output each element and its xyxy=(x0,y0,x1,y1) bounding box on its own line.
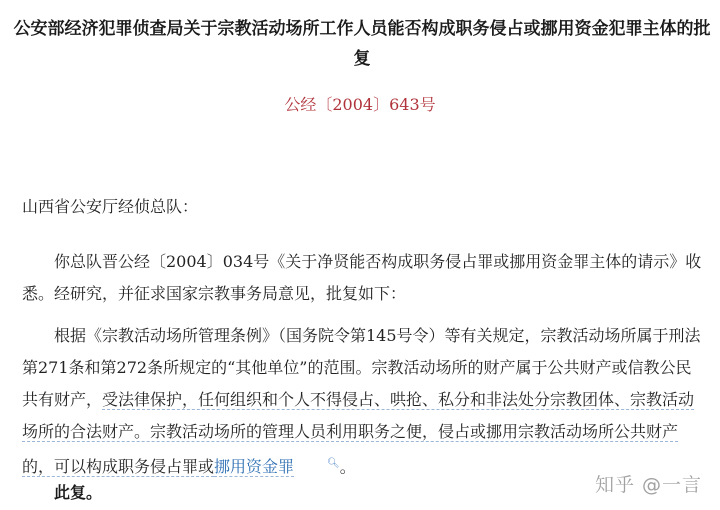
paragraph-2-underlined: 受法律保护，任何组织和个人不得侵占、哄抢、私分和非法处分宗教团体、宗教活动场所的合法财产。宗教活动场所的管理人员利用职务之便，侵占或挪用宗教活动场所公共财产的，可以构成职务侵占罪或 xyxy=(22,390,695,477)
watermark: 知乎 @一言 xyxy=(594,474,702,496)
addressee: 山西省公安厅经侦总队： xyxy=(22,197,199,216)
paragraph-2-end: 。 xyxy=(339,457,356,477)
paragraph-2 xyxy=(22,320,702,483)
paragraph-1: 你总队晋公经〔2004〕034号《关于净贤能否构成职务侵占罪或挪用资金罪主体的请示》收悉。经研究，并征求国家宗教事务局意见，批复如下： xyxy=(22,252,702,303)
keyword-link[interactable]: 挪用资金罪 xyxy=(214,457,295,477)
closing-text: 此复。 xyxy=(54,483,103,502)
search-icon[interactable]: 🔍︎ xyxy=(327,458,340,469)
document-title: 公安部经济犯罪侦查局关于宗教活动场所工作人员能否构成职务侵占或挪用资金犯罪主体的批复 xyxy=(13,19,711,69)
paragraph-2-intro: 根据《宗教活动场所管理条例》（国务院令第145号令）等有关规定，宗教活动场所属于刑法第271条和第272条所规定的“其他单位”的范围。宗教活动场所的财产属于公共财产或信教公民共有财产， xyxy=(22,326,701,409)
document-number: 公经〔2004〕643号 xyxy=(284,95,436,114)
